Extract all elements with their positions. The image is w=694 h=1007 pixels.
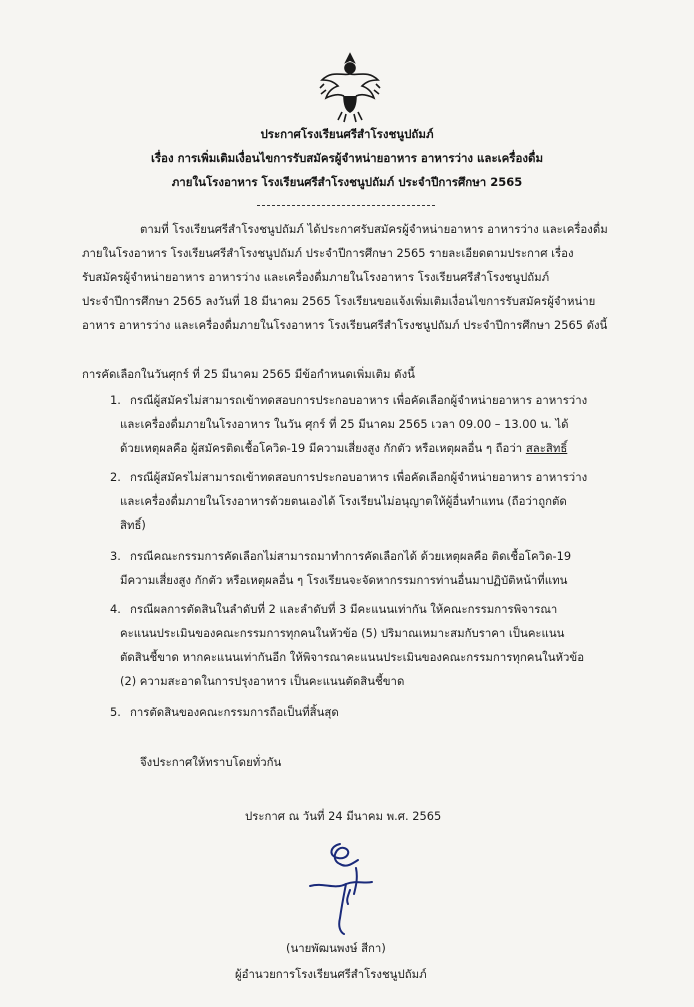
item-line: กรณีคณะกรรมการคัดเลือกไม่สามารถมาทำการคัดเลือกได้ ด้วยเหตุผลคือ ติดเชื้อโควิด-19: [130, 549, 572, 563]
item-line: [120, 440, 567, 456]
item-line: คะแนนประเมินของคณะกรรมการทุกคนในหัวข้อ (5) ปริมาณเหมาะสมกับราคา เป็นคะแนน: [120, 626, 565, 640]
item-number: 5.: [110, 705, 121, 719]
closing-line: จึงประกาศให้ทราบโดยทั่วกัน: [140, 755, 282, 769]
header-divider: [257, 205, 435, 206]
item-line: กรณีผู้สมัครไม่สามารถเข้าทดสอบการประกอบอาหาร เพื่อคัดเลือกผู้จำหน่ายอาหาร อาหารว่าง: [130, 470, 588, 484]
item-line: กรณีผลการตัดสินในลำดับที่ 2 และลำดับที่ 3 มีคะแนนเท่ากัน ให้คณะกรรมการพิจารณา: [130, 602, 558, 616]
intro-line: ภายในโรงอาหาร โรงเรียนศรีสำโรงชนูปถัมภ์ ประจำปีการศึกษา 2565 รายละเอียดตามประกาศ เรื่อง: [82, 246, 574, 260]
signer-name: (นายพัฒนพงษ์ สีกา): [286, 941, 386, 955]
signature-icon: [300, 838, 390, 938]
item-line: การตัดสินของคณะกรรมการถือเป็นที่สิ้นสุด: [130, 705, 339, 719]
item-line: และเครื่องดื่มภายในโรงอาหารด้วยตนเองได้ โรงเรียนไม่อนุญาตให้ผู้อื่นทำแทน (ถือว่าถูกตัด: [120, 494, 567, 508]
announcement-title: ประกาศโรงเรียนศรีสำโรงชนูปถัมภ์: [260, 127, 434, 141]
item-line: สิทธิ์): [120, 518, 146, 532]
item-number: 3.: [110, 549, 121, 563]
garuda-emblem-icon: [318, 50, 382, 124]
intro-line: ตามที่ โรงเรียนศรีสำโรงชนูปถัมภ์ ได้ประกาศรับสมัครผู้จำหน่ายอาหาร อาหารว่าง และเครื่องดื่ม: [140, 222, 608, 236]
date-line: ประกาศ ณ วันที่ 24 มีนาคม พ.ศ. 2565: [245, 809, 442, 823]
intro-line: อาหาร อาหารว่าง และเครื่องดื่มภายในโรงอาหาร โรงเรียนศรีสำโรงชนูปถัมภ์ ประจำปีการศึกษา 2565 ดังนี้: [82, 318, 608, 332]
item-number: 1.: [110, 393, 121, 407]
signer-title: ผู้อำนวยการโรงเรียนศรีสำโรงชนูปถัมภ์: [235, 967, 427, 981]
item-number: 4.: [110, 602, 121, 616]
announcement-header: [0, 122, 694, 194]
announcement-subject-cont: ภายในโรงอาหาร โรงเรียนศรีสำโรงชนูปถัมภ์ ประจำปีการศึกษา 2565: [171, 175, 523, 189]
item-line: และเครื่องดื่มภายในโรงอาหาร ในวัน ศุกร์ ที่ 25 มีนาคม 2565 เวลา 09.00 – 13.00 น. ได้: [120, 417, 569, 431]
item-line: กรณีผู้สมัครไม่สามารถเข้าทดสอบการประกอบอาหาร เพื่อคัดเลือกผู้จำหน่ายอาหาร อาหารว่าง: [130, 393, 588, 407]
announcement-subject: เรื่อง การเพิ่มเติมเงื่อนไขการรับสมัครผู้จำหน่ายอาหาร อาหารว่าง และเครื่องดื่ม: [150, 151, 544, 165]
forfeit-text: สละสิทธิ์: [525, 441, 568, 455]
item-line: มีความเสี่ยงสูง กักตัว หรือเหตุผลอื่น ๆ โรงเรียนจะจัดหากรรมการท่านอื่นมาปฏิบัติหน้าที่แทน: [120, 573, 568, 587]
selection-intro: การคัดเลือกในวันศุกร์ ที่ 25 มีนาคม 2565 มีข้อกำหนดเพิ่มเติม ดังนี้: [82, 367, 415, 381]
item-line-text: ด้วยเหตุผลคือ ผู้สมัครติดเชื้อโควิด-19 มีความเสี่ยงสูง กักตัว หรือเหตุผลอื่น ๆ ถือว่า: [120, 441, 523, 455]
item-line: (2) ความสะอาดในการปรุงอาหาร เป็นคะแนนตัดสินชี้ขาด: [120, 674, 405, 688]
intro-line: ประจำปีการศึกษา 2565 ลงวันที่ 18 มีนาคม 2565 โรงเรียนขอแจ้งเพิ่มเติมเงื่อนไขการรับสมัครผู้จำหน่าย: [82, 294, 596, 308]
intro-line: รับสมัครผู้จำหน่ายอาหาร อาหารว่าง และเครื่องดื่มภายในโรงอาหาร โรงเรียนศรีสำโรงชนูปถัมภ์: [82, 270, 550, 284]
item-line: ตัดสินชี้ขาด หากคะแนนเท่ากันอีก ให้พิจารณาคะแนนประเมินของคณะกรรมการทุกคนในหัวข้อ: [120, 650, 585, 664]
item-number: 2.: [110, 470, 121, 484]
